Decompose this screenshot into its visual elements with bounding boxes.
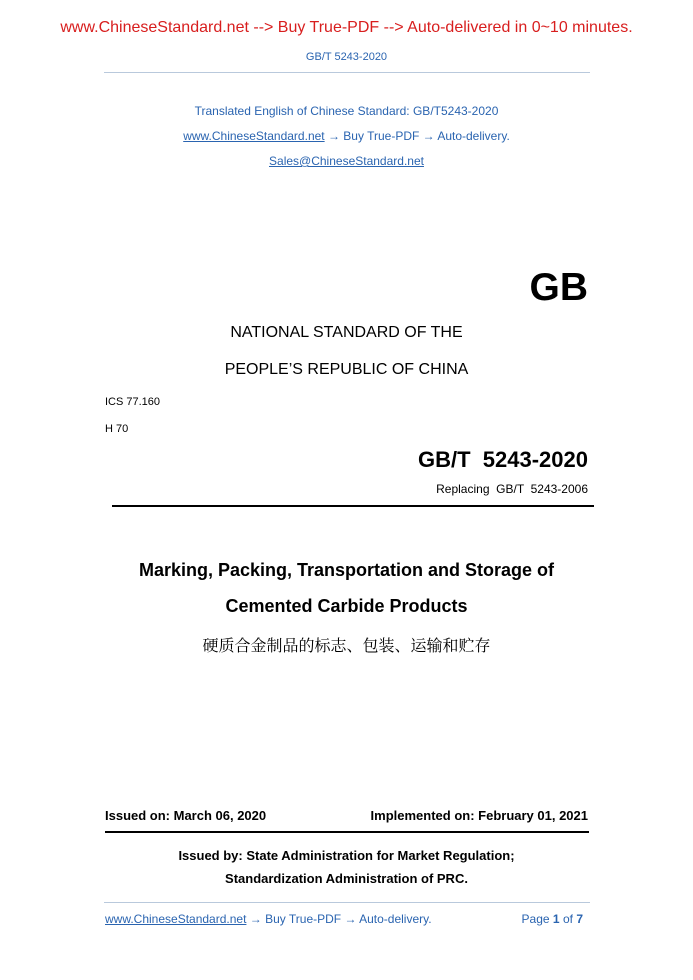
footer-divider <box>104 902 590 903</box>
translation-note: Translated English of Chinese Standard: GB/T5243-2020 <box>194 104 499 118</box>
header-divider <box>104 72 590 73</box>
footer-link-suffix: → Buy True-PDF → Auto-delivery. <box>246 912 432 926</box>
top-banner[interactable]: www.ChineseStandard.net --> Buy True-PDF --> Auto-delivered in 0~10 minutes. <box>60 19 633 36</box>
document-title-line2: Cemented Carbide Products <box>225 596 468 616</box>
header-standard-code: GB/T 5243-2020 <box>305 51 388 63</box>
national-standard-line1: NATIONAL STANDARD OF THE <box>230 324 463 341</box>
document-title-chinese: 硬质合金制品的标志、包装、运输和贮存 <box>202 638 491 655</box>
page-number <box>522 912 583 926</box>
dates-rule <box>105 831 589 833</box>
site-link-line <box>0 129 693 143</box>
page-current: 1 <box>552 912 560 926</box>
email-line <box>0 154 693 168</box>
title-rule <box>112 505 594 507</box>
replacing-note: Replacing GB/T 5243-2006 <box>436 482 588 496</box>
footer-site-link[interactable]: www.ChineseStandard.net <box>105 912 247 926</box>
issued-by-line1: Issued by: State Administration for Market Regulation; <box>178 848 515 863</box>
site-link-suffix: → Buy True-PDF → Auto-delivery. <box>324 129 510 143</box>
document-title-line1: Marking, Packing, Transportation and Storage of <box>138 560 555 580</box>
implemented-on: Implemented on: February 01, 2021 <box>370 808 588 823</box>
national-standard-line2: PEOPLE’S REPUBLIC OF CHINA <box>224 361 469 378</box>
site-link[interactable]: www.ChineseStandard.net <box>183 129 325 143</box>
gb-mark: GB <box>529 266 588 309</box>
page-of-label: of <box>562 912 573 926</box>
ics-code: ICS 77.160 <box>105 396 161 408</box>
classification-code: H 70 <box>105 423 129 435</box>
page-label: Page <box>521 912 550 926</box>
issued-on: Issued on: March 06, 2020 <box>105 808 267 823</box>
email-link[interactable]: Sales@ChineseStandard.net <box>269 154 424 168</box>
page-total: 7 <box>576 912 583 926</box>
standard-code: GB/T 5243-2020 <box>418 447 588 472</box>
footer-link-line <box>105 912 432 926</box>
issued-by-line2: Standardization Administration of PRC. <box>225 871 468 886</box>
